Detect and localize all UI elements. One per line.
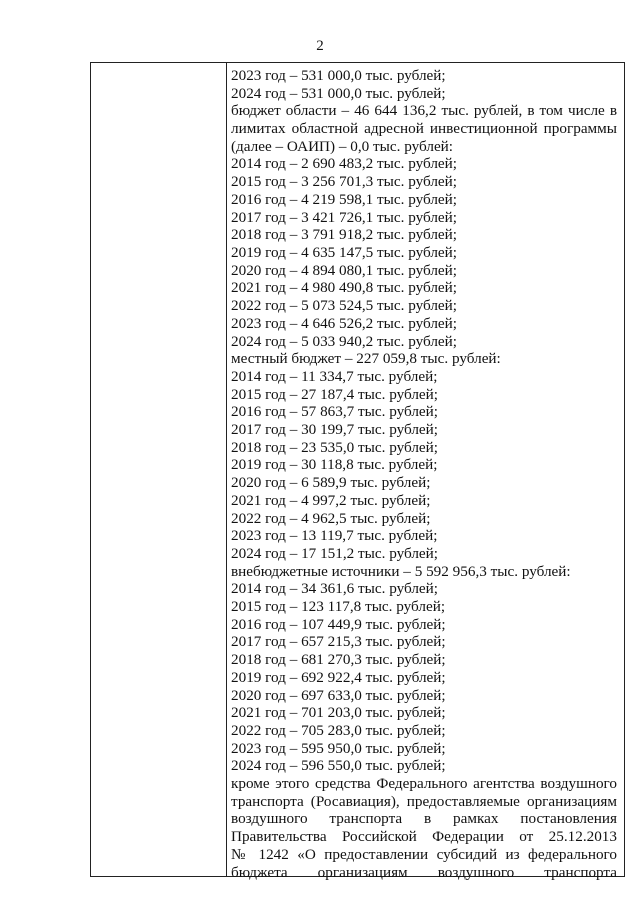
text-line: 2015 год – 123 117,8 тыс. рублей;: [231, 598, 446, 616]
text-line: 2017 год – 3 421 726,1 тыс. рублей;: [231, 208, 458, 226]
text-line: 2014 год – 2 690 483,2 тыс. рублей;: [231, 155, 458, 173]
text-line: местный бюджет – 227 059,8 тыс. рублей:: [231, 350, 501, 368]
text-line: внебюджетные источники – 5 592 956,3 тыс. рублей:: [231, 562, 571, 580]
text-line: (далее – ОАИП) – 0,0 тыс. рублей:: [231, 137, 454, 155]
text-line: 2021 год – 4 997,2 тыс. рублей;: [231, 491, 431, 509]
text-line: 2022 год – 5 073 524,5 тыс. рублей;: [231, 297, 458, 315]
text-line: 2018 год – 3 791 918,2 тыс. рублей;: [231, 226, 458, 244]
text-line: 2022 год – 705 283,0 тыс. рублей;: [231, 721, 446, 739]
text-line: 2016 год – 57 863,7 тыс. рублей;: [231, 403, 439, 421]
text-line: 2017 год – 30 199,7 тыс. рублей;: [231, 421, 439, 439]
text-line: 2014 год – 34 361,6 тыс. рублей;: [231, 580, 439, 598]
text-line: бюджета организациям воздушного транспорта: [231, 863, 617, 881]
text-line: 2021 год – 701 203,0 тыс. рублей;: [231, 704, 446, 722]
text-line: транспорта (Росавиация), предоставляемые организациям: [231, 792, 617, 810]
text-line: 2019 год – 30 118,8 тыс. рублей;: [231, 456, 438, 474]
text-line: Правительства Российской Федерации от 25.12.2013: [231, 828, 617, 846]
text-line: 2018 год – 681 270,3 тыс. рублей;: [231, 651, 446, 669]
text-line: 2024 год – 531 000,0 тыс. рублей;: [231, 84, 446, 102]
text-line: 2022 год – 4 962,5 тыс. рублей;: [231, 509, 431, 527]
text-line: 2014 год – 11 334,7 тыс. рублей;: [231, 367, 438, 385]
funding-text-cell: [231, 67, 617, 881]
column-divider: [226, 63, 227, 876]
text-line: 2019 год – 692 922,4 тыс. рублей;: [231, 668, 446, 686]
text-line: 2020 год – 697 633,0 тыс. рублей;: [231, 686, 446, 704]
text-line: 2020 год – 4 894 080,1 тыс. рублей;: [231, 261, 458, 279]
text-line: 2021 год – 4 980 490,8 тыс. рублей;: [231, 279, 458, 297]
text-line: 2023 год – 13 119,7 тыс. рублей;: [231, 527, 438, 545]
text-line: 2024 год – 596 550,0 тыс. рублей;: [231, 757, 446, 775]
text-line: лимитах областной адресной инвестиционной программы: [231, 120, 617, 138]
text-line: 2016 год – 107 449,9 тыс. рублей;: [231, 615, 446, 633]
text-line: № 1242 «О предоставлении субсидий из федерального: [231, 845, 617, 863]
text-line: 2017 год – 657 215,3 тыс. рублей;: [231, 633, 446, 651]
text-line: 2016 год – 4 219 598,1 тыс. рублей;: [231, 190, 458, 208]
text-line: 2023 год – 531 000,0 тыс. рублей;: [231, 67, 446, 84]
text-line: 2020 год – 6 589,9 тыс. рублей;: [231, 474, 431, 492]
page-number: 2: [316, 38, 324, 54]
text-line: 2015 год – 3 256 701,3 тыс. рублей;: [231, 173, 458, 191]
text-line: бюджет области – 46 644 136,2 тыс. рублей, в том числе в: [231, 102, 617, 120]
text-line: 2015 год – 27 187,4 тыс. рублей;: [231, 385, 439, 403]
text-line: 2024 год – 5 033 940,2 тыс. рублей;: [231, 332, 458, 350]
text-line: 2018 год – 23 535,0 тыс. рублей;: [231, 438, 439, 456]
text-line: 2023 год – 595 950,0 тыс. рублей;: [231, 739, 446, 757]
text-line: воздушного транспорта в рамках постановления: [231, 810, 617, 828]
text-line: 2019 год – 4 635 147,5 тыс. рублей;: [231, 244, 458, 261]
text-line: 2024 год – 17 151,2 тыс. рублей;: [231, 544, 439, 562]
document-table: [90, 62, 625, 881]
text-line: кроме этого средства Федерального агентства воздушного: [231, 775, 617, 793]
text-line: 2023 год – 4 646 526,2 тыс. рублей;: [231, 314, 458, 332]
